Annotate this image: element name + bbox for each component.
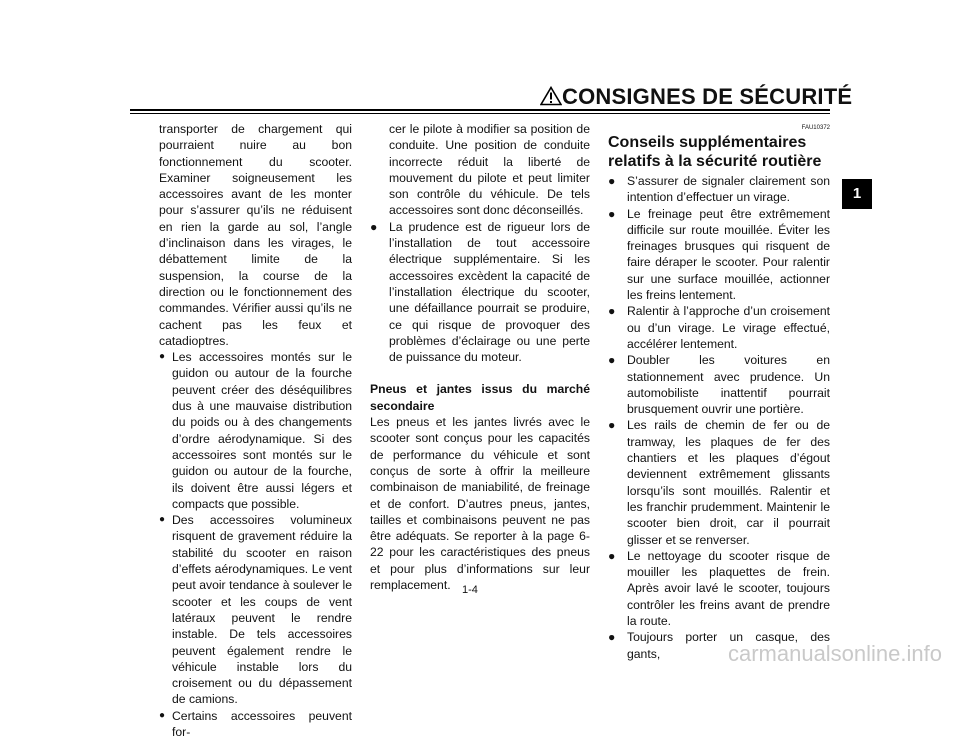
chapter-tab[interactable]: 1 [842, 179, 872, 209]
section-heading: Conseils supplémentaires relatifs à la sécurité routière [608, 134, 822, 170]
bullet-icon: ● [608, 304, 616, 319]
list-item: ● Doubler les voitures en stationnement avec prudence. Un automobiliste inattentif pourrait brusquement ouvrir une portière. [608, 353, 830, 417]
bullet-icon: ● [608, 418, 616, 433]
section-title: CONSIGNES DE SÉCURITÉ [562, 84, 853, 109]
list-item: ● Les accessoires montés sur le guidon ou autour de la fourche peuvent créer des déséquilibres dus à une mauvaise distribution du poids ou à des changements d’ordre aérodynamique. Si des accessoires sont montés sur le guidon ou autour de la fourche, ils doivent être aussi légers et compacts que possible. [159, 350, 352, 511]
list-item: ● Des accessoires volumineux risquent de gravement réduire la stabilité du scooter en raison d’effets aérodynamiques. Le vent peut avoir tendance à soulever le scooter et les coups de vent latéraux peuvent le rendre instable. De tels accessoires peuvent également rendre le véhicule instable lors du croisement ou du dépassement de camions. [159, 513, 352, 707]
list-item: ● Toujours porter un casque, des gants, [608, 630, 830, 661]
bullet-icon: ● [608, 353, 616, 368]
column-right [608, 121, 830, 662]
column-middle [370, 121, 590, 593]
bullet-icon: ● [159, 514, 166, 526]
bullet-icon: ● [608, 206, 616, 221]
bullet-icon: ● [370, 219, 378, 234]
list-item: ● Les rails de chemin de fer ou de tramway, les plaques de fer des chantiers et les plaques d’égout deviennent extrêmement glissants lorsqu’ils sont mouillés. Ralentir et les franchir prudemment. Maintenir le scooter bien droit, car il pourrait glisser et se renverser. [608, 418, 830, 547]
watermark-footer: carmanualsonline.info [727, 641, 942, 666]
bullet-icon: ● [608, 630, 616, 645]
header-rule [130, 109, 830, 111]
paragraph: cer le pilote à modifier sa position de conduite. Une position de conduite incorrecte réduit la liberté de mouvement du pilote et peut limiter son contrôle du véhicule. De tels accessoires sont donc déconseillés. [389, 122, 590, 218]
page-number: 1-4 [462, 584, 478, 596]
list-item: ● Le freinage peut être extrêmement difficile sur route mouillée. Éviter les freinages brusques qui risquent de faire déraper le scooter. Pour ralentir sur une surface mouillée, actionner les freins lentement. [608, 206, 830, 303]
header-rule-thin [130, 113, 830, 114]
reference-code: FAU10372 [801, 125, 830, 131]
subheading: Pneus et jantes issus du marché secondaire [370, 382, 590, 413]
paragraph: transporter de chargement qui pourraient nuire au bon fonctionnement du scooter. Examiner soigneusement les accessoires avant de les monter pour s’assurer qu’ils ne réduisent en rien la garde au sol, l’angle d’inclinaison dans les virages, le débattement limite de la suspension, la course de la direction ou le fonctionnement des commandes. Vérifier aussi qu’ils ne cachent pas les feux et catadioptres. [159, 122, 352, 348]
page-header [540, 84, 853, 110]
list-item: ● Ralentir à l’approche d’un croisement ou d’un virage. Le virage effectué, accélérer lentement. [608, 304, 830, 351]
bullet-icon: ● [159, 351, 166, 363]
list-item: ● La prudence est de rigueur lors de l’installation de tout accessoire électrique supplémentaire. Si les accessoires excèdent la capacité de l’installation électrique du scooter, une défaillance pourrait se produire, ce qui risque de provoquer des problèmes d’éclairage ou une perte de puissance du moteur. [370, 219, 590, 365]
list-item: ● Certains accessoires peuvent for- [159, 708, 352, 739]
bullet-icon: ● [159, 709, 166, 721]
list-item: ● S’assurer de signaler clairement son intention d’effectuer un virage. [608, 174, 830, 205]
bullet-icon: ● [608, 548, 616, 563]
bullet-icon: ● [608, 174, 616, 188]
list-item: ● Le nettoyage du scooter risque de mouiller les plaquettes de frein. Après avoir lavé le scooter, toujours contrôler les freins avant de prendre la route. [608, 548, 830, 629]
column-left [159, 121, 352, 740]
warning-triangle-icon [540, 86, 562, 106]
paragraph: Les pneus et les jantes livrés avec le scooter sont conçus pour les capacités de performance du véhicule et sont conçus de sorte à offrir la meilleure combinaison de maniabilité, de freinage et de confort. D’autres pneus, jantes, tailles et combinaisons peuvent ne pas être adéquats. Se reporter à la page 6-22 pour les caractéristiques des pneus et pour plus d’informations sur leur remplacement. [370, 415, 590, 593]
